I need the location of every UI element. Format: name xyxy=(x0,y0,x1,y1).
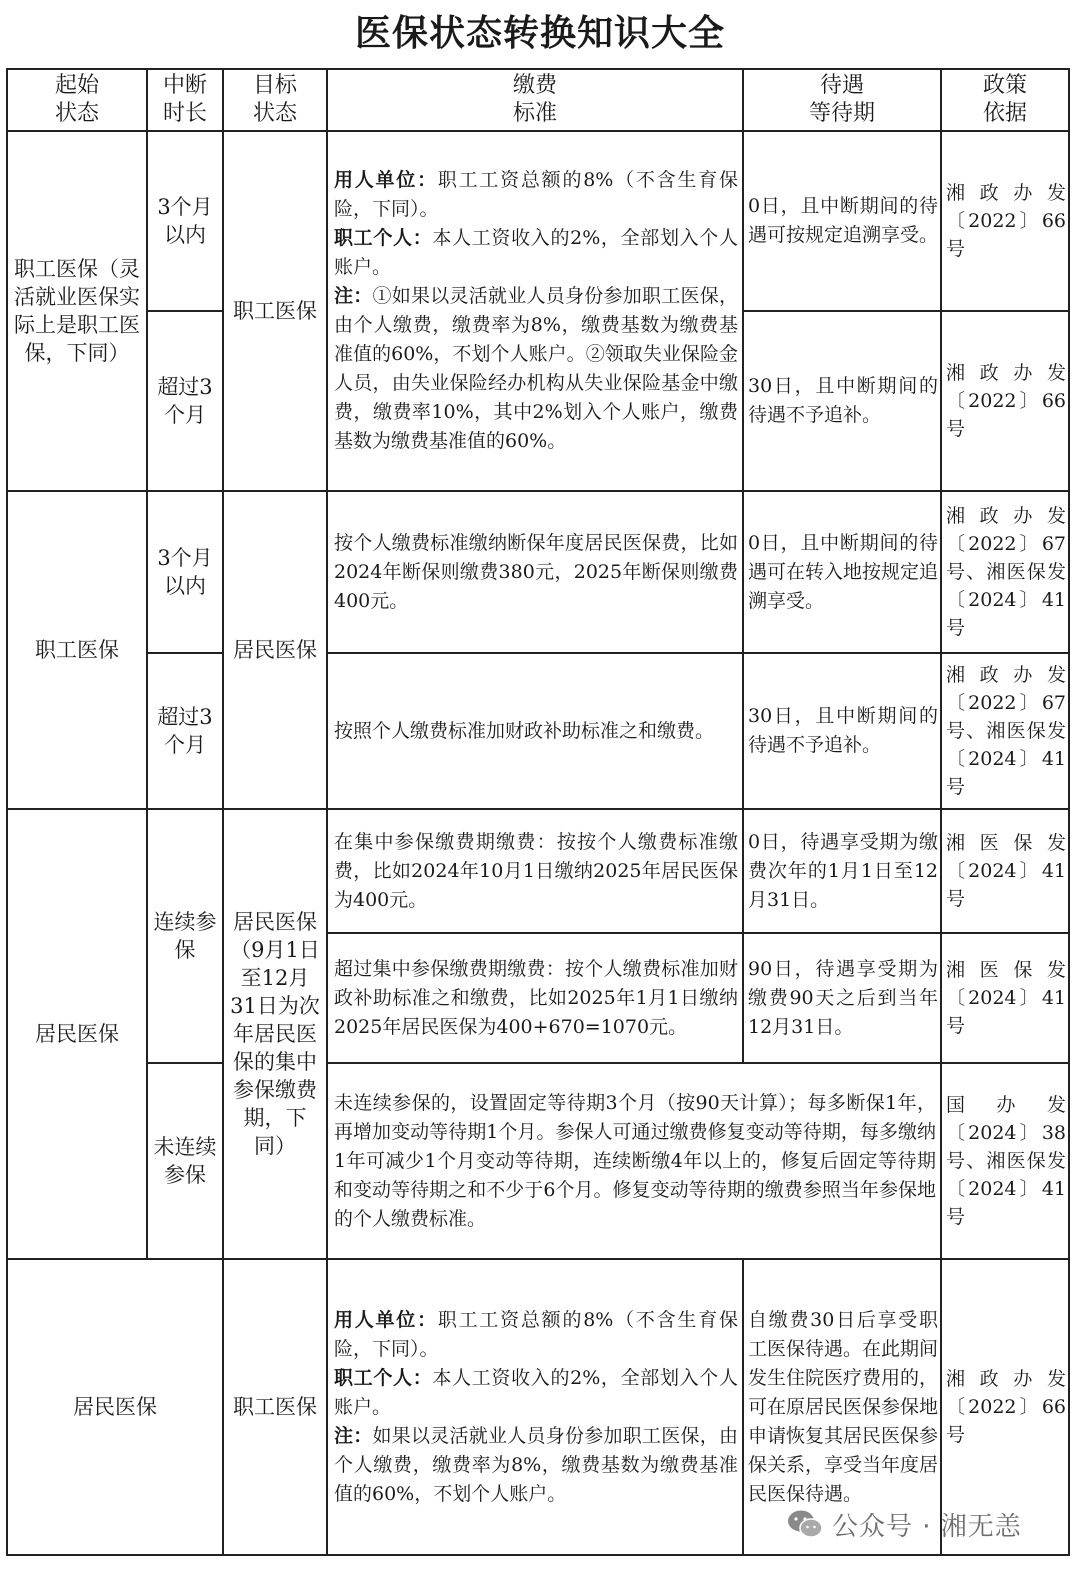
waiting-period-cell: 90日，待遇享受期为缴费90天之后到当年12月31日。 xyxy=(743,933,941,1063)
waiting-period-cell: 0日，待遇享受期为缴费次年的1月1日至12月31日。 xyxy=(743,809,941,933)
duration-cell: 连续参保 xyxy=(147,809,223,1063)
note-label: 注： xyxy=(334,285,373,307)
page-title: 医保状态转换知识大全 xyxy=(354,13,725,54)
duration-cell: 3个月以内 xyxy=(147,491,223,653)
target-state-cell: 居民医保 xyxy=(223,491,327,809)
table-row xyxy=(7,131,1069,311)
policy-cell: 湘政办发〔2022〕66号 xyxy=(941,1259,1069,1555)
header-target-state: 目标 状态 xyxy=(223,69,327,131)
start-state-cell: 职工医保（灵活就业医保实际上是职工医保，下同） xyxy=(7,131,147,491)
header-start-state: 起始 状态 xyxy=(7,69,147,131)
table-row xyxy=(7,1063,1069,1259)
employer-label: 用人单位： xyxy=(334,169,438,191)
watermark xyxy=(786,1504,1022,1544)
start-state-cell: 居民医保 xyxy=(7,809,147,1259)
individual-label: 职工个人： xyxy=(334,1366,433,1389)
start-state-cell: 居民医保 xyxy=(7,1259,223,1555)
wechat-icon xyxy=(786,1509,824,1539)
policy-cell: 湘政办发〔2022〕67号、湘医保发〔2024〕41号 xyxy=(941,491,1069,653)
policy-cell: 湘医保发〔2024〕41号 xyxy=(941,933,1069,1063)
waiting-period-cell: 自缴费30日后享受职工医保待遇。在此期间发生住院医疗费用的，可在原居民医保参保地申请恢复其居民医保参保关系，享受当年度居民医保待遇。 xyxy=(743,1259,941,1555)
insurance-conversion-table xyxy=(6,68,1070,1556)
duration-cell: 未连续参保 xyxy=(147,1063,223,1259)
header-interrupt-duration: 中断 时长 xyxy=(147,69,223,131)
header-fee-standard: 缴费 标准 xyxy=(327,69,743,131)
policy-cell: 湘医保发〔2024〕41号 xyxy=(941,809,1069,933)
fee-standard-cell: 用人单位：职工工资总额的8%（不含生育保险，下同）。 职工个人：本人工资收入的2%，全部划入个人账户。 注：如果以灵活就业人员身份参加职工医保，由个人缴费，缴费率为8%，缴费基数为缴费基准值的60%，不划个人账户。 xyxy=(327,1259,743,1555)
target-state-cell: 职工医保 xyxy=(223,1259,327,1555)
policy-cell: 湘政办发〔2022〕66号 xyxy=(941,311,1069,491)
watermark-text: 公众号 · 湘无恙 xyxy=(832,1511,1022,1542)
waiting-period-cell: 0日，且中断期间的待遇可按规定追溯享受。 xyxy=(743,131,941,311)
fee-standard-cell: 在集中参保缴费期缴费：按按个人缴费标准缴费，比如2024年10月1日缴纳2025年居民医保为400元。 xyxy=(327,809,743,933)
target-state-cell: 居民医保（9月1日至12月31日为次年居民医保的集中参保缴费期，下同） xyxy=(223,809,327,1259)
waiting-period-cell: 30日，且中断期间的待遇不予追补。 xyxy=(743,653,941,809)
waiting-period-cell: 30日，且中断期间的待遇不予追补。 xyxy=(743,311,941,491)
duration-cell: 3个月以内 xyxy=(147,131,223,311)
table-row xyxy=(7,809,1069,933)
note-label: 注： xyxy=(334,1424,373,1447)
fee-standard-cell: 按照个人缴费标准加财政补助标准之和缴费。 xyxy=(327,653,743,809)
header-waiting-period: 待遇 等待期 xyxy=(743,69,941,131)
policy-cell: 湘政办发〔2022〕67号、湘医保发〔2024〕41号 xyxy=(941,653,1069,809)
individual-label: 职工个人： xyxy=(334,227,433,249)
policy-cell: 湘政办发〔2022〕66号 xyxy=(941,131,1069,311)
waiting-period-cell: 0日，且中断期间的待遇可在转入地按规定追溯享受。 xyxy=(743,491,941,653)
header-policy-basis: 政策 依据 xyxy=(941,69,1069,131)
table-row xyxy=(7,491,1069,653)
header-row xyxy=(7,69,1069,131)
employer-label: 用人单位： xyxy=(334,1308,438,1331)
start-state-cell: 职工医保 xyxy=(7,491,147,809)
fee-standard-cell: 用人单位：职工工资总额的8%（不含生育保险，下同）。 职工个人：本人工资收入的2%，全部划入个人账户。 注：①如果以灵活就业人员身份参加职工医保，由个人缴费，缴费率为8%，缴费基数为缴费基准值的60%，不划个人账户。②领取失业保险金人员，由失业保险经办机构从失业保险基金中缴费，缴费率10%，其中2%划入个人账户，缴费基数为缴费基准值的60%。 xyxy=(327,131,743,491)
fee-standard-cell: 未连续参保的，设置固定等待期3个月（按90天计算）；每多断保1年，再增加变动等待期1个月。参保人可通过缴费修复变动等待期，每多缴纳1年可减少1个月变动等待期，连续断缴4年以上的，修复后固定等待期和变动等待期之和不少于6个月。修复变动等待期的缴费参照当年参保地的个人缴费标准。 xyxy=(327,1063,941,1259)
fee-standard-cell: 按个人缴费标准缴纳断保年度居民医保费，比如2024年断保则缴费380元，2025年断保则缴费400元。 xyxy=(327,491,743,653)
target-state-cell: 职工医保 xyxy=(223,131,327,491)
duration-cell: 超过3个月 xyxy=(147,653,223,809)
table-row xyxy=(7,653,1069,809)
fee-standard-cell: 超过集中参保缴费期缴费：按个人缴费标准加财政补助标准之和缴费，比如2025年1月1日缴纳2025年居民医保为400+670=1070元。 xyxy=(327,933,743,1063)
duration-cell: 超过3个月 xyxy=(147,311,223,491)
policy-cell: 国办发〔2024〕38号、湘医保发〔2024〕41号 xyxy=(941,1063,1069,1259)
